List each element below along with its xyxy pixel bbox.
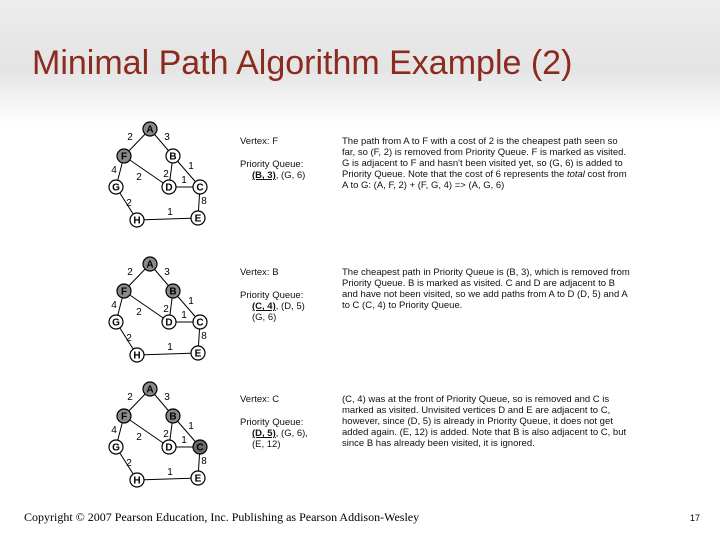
node-F — [117, 149, 131, 163]
node-A — [143, 382, 157, 396]
edge-weight-G-H: 2 — [126, 198, 132, 209]
node-G — [109, 440, 123, 454]
node-E — [191, 211, 205, 225]
graph-svg — [100, 253, 220, 365]
node-label-G: G — [112, 317, 120, 329]
edge-H-E — [137, 478, 198, 480]
step-2-pq-first: (C, 4) — [252, 301, 276, 312]
step-3-vertex: Vertex: C — [240, 394, 280, 405]
node-label-E: E — [194, 348, 202, 360]
graph-step-1 — [100, 118, 220, 230]
slide-title: Minimal Path Algorithm Example (2) — [32, 44, 573, 82]
node-label-A: A — [146, 384, 154, 396]
graph-step-3 — [100, 378, 220, 490]
node-label-E: E — [194, 473, 202, 485]
step-3-description — [342, 394, 632, 449]
step-2-pq-rest: , (D, 5) — [275, 301, 305, 312]
edge-weight-H-E: 1 — [167, 207, 173, 218]
step-2-pq-line — [240, 301, 305, 312]
node-label-B: B — [169, 286, 177, 298]
step-1-pq-line — [240, 170, 305, 181]
edge-weight-B-C: 1 — [188, 421, 194, 432]
node-label-H: H — [133, 350, 141, 362]
node-label-C: C — [196, 182, 204, 194]
graph-step-2 — [100, 253, 220, 365]
footer-copyright: Copyright © 2007 Pearson Education, Inc. Publishing as Pearson Addison-Wesley — [24, 510, 420, 524]
node-label-G: G — [112, 182, 120, 194]
node-label-F: F — [120, 151, 128, 163]
node-label-D: D — [165, 317, 173, 329]
edge-weight-B-C: 1 — [188, 296, 194, 307]
edge-weight-D-C: 1 — [181, 310, 187, 321]
node-label-A: A — [146, 259, 154, 271]
node-label-B: B — [169, 151, 177, 163]
step-1-vertex: Vertex: F — [240, 136, 279, 147]
step-3-pq-first: (D, 5) — [252, 428, 276, 439]
node-C — [193, 315, 207, 329]
node-G — [109, 315, 123, 329]
step-2-pq-line2: (G, 6) — [252, 312, 277, 323]
node-C — [193, 440, 207, 454]
node-C — [193, 180, 207, 194]
node-D — [162, 315, 176, 329]
edge-weight-A-B: 3 — [164, 392, 170, 403]
edge-weight-B-D: 2 — [163, 304, 169, 315]
edge-weight-A-B: 3 — [164, 267, 170, 278]
node-label-H: H — [133, 215, 141, 227]
edge-weight-G-H: 2 — [126, 458, 132, 469]
node-label-H: H — [133, 475, 141, 487]
edge-H-E — [137, 218, 198, 220]
edge-weight-F-G: 4 — [111, 300, 117, 311]
node-label-G: G — [112, 442, 120, 454]
edge-weight-A-B: 3 — [164, 132, 170, 143]
page-number: 17 — [690, 513, 701, 523]
edge-weight-B-D: 2 — [163, 429, 169, 440]
node-label-B: B — [169, 411, 177, 423]
step-1-pq-rest: , (G, 6) — [275, 170, 306, 181]
edge-weight-B-D: 2 — [163, 169, 169, 180]
edge-weight-G-H: 2 — [126, 333, 132, 344]
node-E — [191, 346, 205, 360]
step-3-pq-line2: (E, 12) — [252, 439, 281, 450]
step-1-desc-a: The path from A to F with a cost of 2 is the cheapest path seen so far, so (F, 2) is removed from Priority Queue. F is marked as visited. G is adjacent to F and hasn't been visited yet, so (G, 6) is added to Priority Queue. Note that the cost of 6 represents the — [342, 136, 627, 180]
edge-weight-A-F: 2 — [127, 392, 133, 403]
node-F — [117, 284, 131, 298]
edge-weight-H-E: 1 — [167, 467, 173, 478]
graph-svg — [100, 378, 220, 490]
edge-weight-A-F: 2 — [127, 132, 133, 143]
node-A — [143, 122, 157, 136]
node-F — [117, 409, 131, 423]
edge-weight-H-E: 1 — [167, 342, 173, 353]
step-2-vertex-info — [240, 267, 305, 323]
node-label-F: F — [120, 286, 128, 298]
step-1-desc-italic: total — [566, 169, 585, 180]
step-2-desc-a: The cheapest path in Priority Queue is (B, 3), which is removed from Priority Queue. B is marked as visited. C and D are adjacent to B and have not been visited, so we add paths from A to D (D, 5) and A to C (C, 4) to Priority Queue. — [342, 267, 630, 311]
edge-weight-F-D: 2 — [136, 172, 142, 183]
step-3-vertex-info — [240, 394, 308, 450]
step-3-pq-rest: , (G, 6), — [275, 428, 308, 439]
step-1-description — [342, 136, 632, 191]
edge-weight-F-D: 2 — [136, 307, 142, 318]
edge-weight-F-G: 4 — [111, 165, 117, 176]
node-G — [109, 180, 123, 194]
node-label-C: C — [196, 317, 204, 329]
edge-weight-D-C: 1 — [181, 435, 187, 446]
edge-weight-D-C: 1 — [181, 175, 187, 186]
step-2-pq-label: Priority Queue: — [240, 290, 304, 301]
node-D — [162, 180, 176, 194]
node-H — [130, 213, 144, 227]
node-label-C: C — [196, 442, 204, 454]
node-D — [162, 440, 176, 454]
edge-H-E — [137, 353, 198, 355]
edge-weight-F-G: 4 — [111, 425, 117, 436]
edge-weight-C-E: 8 — [201, 196, 207, 207]
node-label-D: D — [165, 442, 173, 454]
step-1-desc-b: cost from A to G: (A, F, 2) + (F, G, 4) => (A, G, 6) — [342, 169, 627, 191]
step-2-description — [342, 267, 632, 311]
step-1-vertex-info — [240, 136, 305, 181]
node-B — [166, 284, 180, 298]
node-label-D: D — [165, 182, 173, 194]
step-3-pq-line — [240, 428, 308, 439]
step-1-pq-label: Priority Queue: — [240, 159, 304, 170]
edge-weight-C-E: 8 — [201, 331, 207, 342]
node-E — [191, 471, 205, 485]
step-3-desc-a: (C, 4) was at the front of Priority Queue, so is removed and C is marked as visited. Unvisited vertices D and E are adjacent to C, however, since (D, 5) is already in Priority Queue, it does not get added again. (E, 12) is added. Note that B is also adjacent to C, but since B has already been visited, it is ignored. — [342, 394, 627, 449]
node-H — [130, 348, 144, 362]
node-label-E: E — [194, 213, 202, 225]
node-B — [166, 149, 180, 163]
node-A — [143, 257, 157, 271]
step-2-vertex: Vertex: B — [240, 267, 279, 278]
node-H — [130, 473, 144, 487]
graph-svg — [100, 118, 220, 230]
edge-weight-B-C: 1 — [188, 161, 194, 172]
node-label-F: F — [120, 411, 128, 423]
node-label-A: A — [146, 124, 154, 136]
edge-weight-C-E: 8 — [201, 456, 207, 467]
step-1-pq-first: (B, 3) — [252, 170, 276, 181]
edge-weight-A-F: 2 — [127, 267, 133, 278]
step-3-pq-label: Priority Queue: — [240, 417, 304, 428]
node-B — [166, 409, 180, 423]
edge-weight-F-D: 2 — [136, 432, 142, 443]
